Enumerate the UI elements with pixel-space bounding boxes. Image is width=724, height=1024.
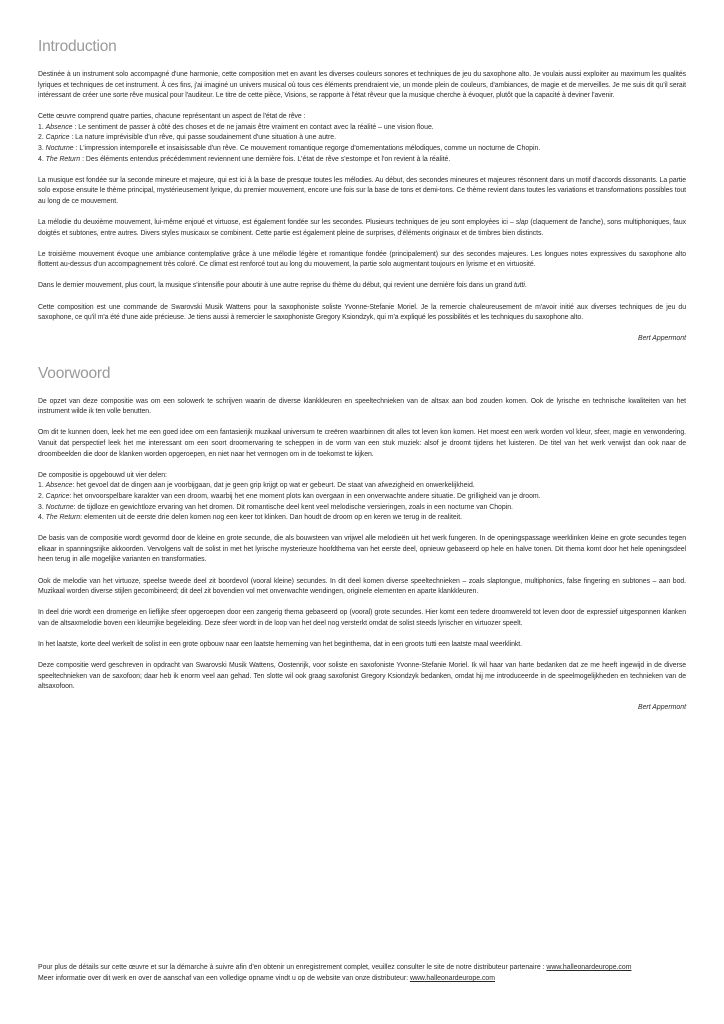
voorwoord-paragraph-7: Deze compositie werd geschreven in opdracht van Swarovski Musik Wattens, Oostenrijk, voor soliste en saxofoniste Yvonne-Stefanie Moriel. Ik wil haar van harte bedanken dat ze me heeft ingewijd in de diverse speeltechnieken van de saxofoon; daar heb ik enorm veel aan gehad. Ten slotte wil ook graag saxofonist Gregory Ksiondzyk bedanken, omdat hij me introduceerde in de speelmogelijkheden en technieken van de altsaxofoon.: [38, 661, 686, 691]
intro-paragraph-2: La musique est fondée sur la seconde mineure et majeure, qui est ici à la base de presque toutes les mélodies. Au début, des secondes mineures et majeures résonnent dans un motif d'accords dissonants. La partie solo expose ensuite le thème principal, mystérieusement lyrique, du premier mouvement, encore une fois sur la base de tons et demi-tons. Ce thème revient dans toutes les variations et transformations possibles tout au long de ce mouvement.: [38, 176, 686, 205]
footer: [38, 962, 686, 984]
voorwoord-heading: Voorwoord: [38, 364, 111, 382]
footer-nl-line: [38, 973, 686, 984]
voorwoord-paragraph-6: In het laatste, korte deel werkelt de solist in een grote opbouw naar een laatste herneming van het beginthema, dat in een groots tutti een laatste maal weerklinkt.: [38, 640, 523, 648]
footer-nl-text: Meer informatie over dit werk en over de aanschaf van een volledige opname vindt u op de website van onze distributeur:: [38, 975, 410, 982]
intro-paragraph-3: La mélodie du deuxième mouvement, lui-même enjoué et virtuose, est également fondée sur les secondes. Plusieurs techniques de jeu sont employées ici – slap (claquement de l'anche), sons multiphoniques, faux doigtés et subtones, entre autres. Divers styles musicaux se combinent. Cette partie est également pleine de surprises, d'éléments originaux et de timbres bien distincts.: [38, 219, 686, 237]
intro-list-item: 1. Absence : Le sentiment de passer à côté des choses et de ne jamais être vraiment en contact avec la réalité – une vision floue.: [38, 123, 434, 131]
voorwoord-paragraph-5: In deel drie wordt een dromerige en lieflijke sfeer opgeroepen door een zangerig thema gebaseerd op (vooral) grote secundes. Hier komt een tedere droomwereld tot leven door de expressief uitgesponnen klanken van de altsaxmelodie boven een kleurrijke begeleiding. Deze sfeer wordt in de loop van het deel nog versterkt omdat de solist steeds lyrischer en virtuozer speelt.: [38, 609, 686, 627]
voorwoord-list-intro: De compositie is opgebouwd uit vier delen:: [38, 471, 167, 479]
voorwoord-list-item: 4. The Return: elementen uit de eerste drie delen komen nog een keer tot klinken. Dan houdt de droom op en keren we terug in de realiteit.: [38, 514, 463, 522]
footer-fr-line: [38, 962, 686, 973]
voorwoord-movement-list: [38, 471, 686, 524]
intro-list-item: 3. Nocturne : L'impression intemporelle et insaisissable d'un rêve. Ce mouvement romantique regorge d'ornementations mélodiques, comme un nocturne de Chopin.: [38, 145, 541, 153]
voorwoord-paragraph-2: Om dit te kunnen doen, leek het me een goed idee om een fantasierijk muzikaal universum te creëren waarbinnen dit alles tot leven kon komen. Het moest een werk worden vol kleur, sfeer, magie en verwondering. Vanuit dat perspectief leek het me interessant om een soort droomervaring te scheppen in de vorm van een stuk muziek: alsof je droomt tijdens het luisteren. De titel van het werk verwijst dan ook naar de droombeelden die door de klanken worden opgeroepen, en niet naar het vermogen om in de toekomst te kijken.: [38, 429, 686, 458]
intro-list-item: 4. The Return : Des éléments entendus précédemment reviennent une dernière fois. L'état de rêve s'estompe et l'on revient à la réalité.: [38, 155, 451, 163]
voorwoord-paragraph-4: Ook de melodie van het virtuoze, speelse tweede deel zit boordevol (vooral kleine) secundes. In dit deel komen diverse speeltechnieken – zoals slaptongue, multiphonics, false fingering en subtones – aan bod. Muzikaal worden diverse stijlen gecombineerd; dit deel zit bovendien vol met onverwachte wendingen, originele elementen en aparte klankkleuren.: [38, 577, 686, 596]
voorwoord-signature: Bert Appermont: [637, 704, 686, 712]
intro-paragraph-4: Le troisième mouvement évoque une ambiance contemplative grâce à une mélodie légère et romantique fondée (principalement) sur des secondes majeures. Les longues notes expressives du saxophone alto flottent au-dessus d'un accompagnement très coloré. Ce climat est renforcé tout au long du mouvement, la partie solo augmentant toujours en lyrisme et en virtuosité.: [38, 250, 686, 269]
footer-fr-text: Pour plus de détails sur cette œuvre et sur la démarche à suivre afin d'en obtenir un enregistrement complet, veuillez consulter le site de notre distributeur partenaire :: [38, 964, 547, 971]
intro-paragraph-5: Dans le dernier mouvement, plus court, la musique s'intensifie pour aboutir à une autre reprise du thème du début, qui revient une dernière fois dans un grand tutti.: [38, 282, 527, 290]
intro-paragraph-1: Destinée à un instrument solo accompagné d'une harmonie, cette composition met en avant les diverses couleurs sonores et techniques de jeu du saxophone alto. Je voulais aussi exploiter au maximum les qualités lyriques et techniques de cet instrument. À ces fins, j'ai imaginé un univers musical où tous ces éléments prendraient vie, un monde plein de couleurs, d'ambiances, de magie et de merveilles. Je me suis dit qu'il serait intéressant de créer une sorte rêve musical pour l'auditeur. Le titre de cette pièce, Visions, se rapporte à l'état rêveur que la musique cherche à évoquer, plutôt que la capacité à deviner l'avenir.: [38, 71, 686, 100]
voorwoord-list-item: 3. Nocturne: de tijdloze en gewichtloze ervaring van het dromen. Dit romantische deel kent veel melodische versieringen, zoals in een nocturne van Chopin.: [38, 503, 513, 511]
voorwoord-paragraph-3: De basis van de compositie wordt gevormd door de kleine en grote secunde, die als bouwsteen van vrijwel alle melodieën uit het werk fungeren. In de openingspassage weerklinken kleine en grote secundes tegen elkaar in spanningsrijke akkoorden. Vervolgens valt de solist in met het lyrische mysterieuze hoofdthema van het eerste deel, opnieuw gebaseerd op hele en halve tonen. Dit thema komt door het hele openingsdeel heen terug in alle mogelijke varianten en transformaties.: [38, 535, 686, 564]
introduction-section: [38, 38, 686, 345]
voorwoord-list-item: 1. Absence: het gevoel dat de dingen aan je voorbijgaan, dat je geen grip krijgt op wat er gebeurt. De staat van afwezigheid en onwerkelijkheid.: [38, 482, 475, 490]
voorwoord-section: [38, 365, 686, 714]
intro-list-intro: Cette œuvre comprend quatre parties, chacune représentant un aspect de l'état de rêve :: [38, 113, 306, 121]
voorwoord-paragraph-1: De opzet van deze compositie was om een solowerk te schrijven waarin de diverse klankkleuren en speeltechnieken van de altsax aan bod zouden komen. Ook de lyrische en technische kwaliteiten van het instrument wilde ik ten volle benutten.: [38, 397, 686, 416]
document-page: [38, 38, 686, 714]
intro-list-item: 2. Caprice : La nature imprévisible d'un rêve, qui passe soudainement d'une situation à une autre.: [38, 134, 336, 142]
introduction-heading: Introduction: [38, 38, 117, 55]
intro-signature: Bert Appermont: [637, 335, 686, 343]
intro-movement-list: [38, 112, 686, 165]
distributor-link-nl[interactable]: www.halleonardeurope.com: [409, 975, 495, 982]
voorwoord-list-item: 2. Caprice: het onvoorspelbare karakter van een droom, waarbij het ene moment plots kan overgaan in een onverwachte andere situatie. De grilligheid van je droom.: [38, 492, 541, 500]
distributor-link-fr[interactable]: www.halleonardeurope.com: [546, 964, 632, 971]
intro-paragraph-6: Cette composition est une commande de Swarovski Musik Wattens pour la saxophoniste soliste Yvonne-Stefanie Moriel. Je la remercie chaleureusement de m'avoir initié aux diverses techniques de jeu du saxophone, ce qu'il m'a été d'une aide précieuse. Je tiens aussi à remercier le saxophoniste Gregory Ksiondzyk, qui m'a expliqué les possibilités et les techniques du saxophone alto.: [38, 303, 686, 322]
